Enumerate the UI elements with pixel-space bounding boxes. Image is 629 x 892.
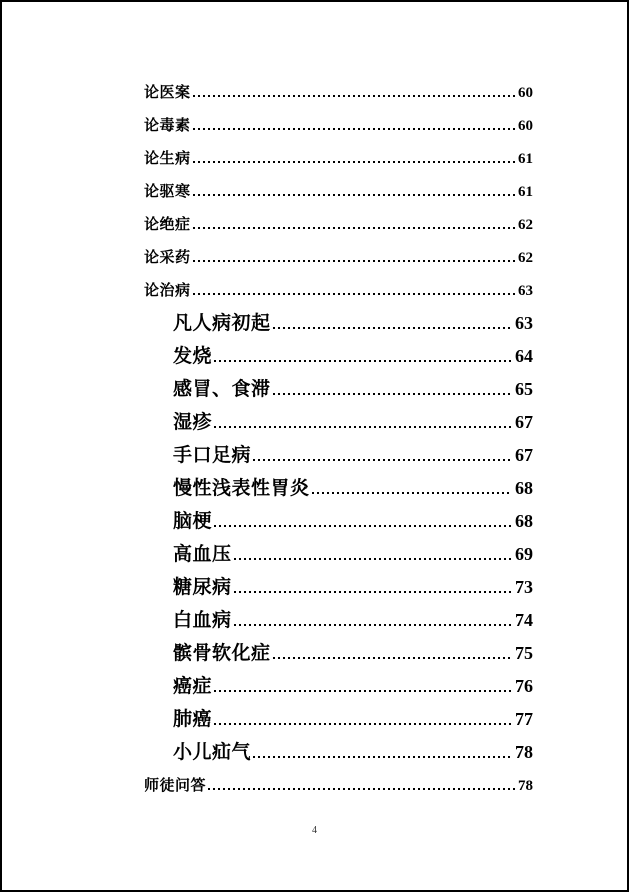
dot-leader [193,95,515,97]
toc-entry[interactable] [144,274,533,307]
toc-entry[interactable] [144,373,533,406]
page-footer [2,820,627,838]
toc-entry[interactable] [144,736,533,769]
toc-entry-page-number: 78 [518,778,533,794]
toc-entry-label: 白血病 [173,610,232,631]
toc-entry[interactable] [144,109,533,142]
toc-entry-label: 慢性浅表性胃炎 [173,478,310,499]
toc-entry[interactable] [144,406,533,439]
toc-entry[interactable] [144,307,533,340]
dot-leader [214,360,512,362]
dot-leader [193,194,515,196]
dot-leader [234,591,512,593]
toc-entry-label: 高血压 [173,544,232,565]
dot-leader [214,690,512,692]
toc-entry-label: 师徒问答 [144,777,207,794]
toc-entry[interactable] [144,340,533,373]
toc-entry[interactable] [144,604,533,637]
dot-leader [253,459,512,461]
toc-entry[interactable] [144,175,533,208]
toc-entry[interactable] [144,472,533,505]
toc-entry-label: 论绝症 [144,216,191,233]
toc-entry[interactable] [144,142,533,175]
toc-entry-page-number: 67 [515,445,533,465]
dot-leader [234,558,512,560]
toc-entry-page-number: 60 [518,85,533,101]
toc-entry-label: 手口足病 [173,445,252,466]
dot-leader [214,426,512,428]
toc-entry-label: 论生病 [144,150,191,167]
toc-entry[interactable] [144,703,533,736]
toc-entry[interactable] [144,538,533,571]
toc-entry-label: 湿疹 [173,412,213,433]
toc-entry-page-number: 74 [515,610,533,630]
toc-entry-label: 论医案 [144,84,191,101]
toc-entry[interactable] [144,769,533,802]
dot-leader [193,260,515,262]
toc-entry-page-number: 77 [515,709,533,729]
toc-entry-label: 感冒、食滞 [173,379,271,400]
toc-entry-label: 发烧 [173,346,213,367]
dot-leader [273,327,512,329]
dot-leader [273,657,512,659]
toc-entry[interactable] [144,505,533,538]
toc-entry-page-number: 78 [515,742,533,762]
toc-entry[interactable] [144,439,533,472]
toc-entry[interactable] [144,670,533,703]
dot-leader [193,161,515,163]
toc-entry-page-number: 61 [518,184,533,200]
toc-entry-label: 髌骨软化症 [173,643,271,664]
toc-entry-label: 癌症 [173,676,213,697]
toc-entry[interactable] [144,241,533,274]
dot-leader [253,756,512,758]
toc-entry-page-number: 62 [518,250,533,266]
dot-leader [208,788,515,790]
dot-leader [214,525,512,527]
toc-entry-label: 糖尿病 [173,577,232,598]
toc-entry[interactable] [144,637,533,670]
toc-entry-page-number: 62 [518,217,533,233]
toc-entry-page-number: 69 [515,544,533,564]
toc-entry-label: 肺癌 [173,709,213,730]
dot-leader [214,723,512,725]
toc-entry-page-number: 67 [515,412,533,432]
dot-leader [193,128,515,130]
page-number: 4 [312,825,317,836]
dot-leader [193,227,515,229]
toc-entry-label: 小儿疝气 [173,742,252,763]
toc-entry-page-number: 65 [515,379,533,399]
toc-entry[interactable] [144,76,533,109]
toc-entry-page-number: 73 [515,577,533,597]
toc-entry-page-number: 63 [515,313,533,333]
toc-entry-page-number: 64 [515,346,533,366]
toc-entry[interactable] [144,571,533,604]
toc-entry-label: 论驱寒 [144,183,191,200]
toc-entry-page-number: 68 [515,511,533,531]
toc-entry-page-number: 61 [518,151,533,167]
toc-entry-label: 脑梗 [173,511,213,532]
dot-leader [193,293,515,295]
toc-entry-label: 凡人病初起 [173,313,271,334]
table-of-contents [2,2,627,802]
toc-entry-page-number: 68 [515,478,533,498]
toc-entry[interactable] [144,208,533,241]
dot-leader [312,492,512,494]
dot-leader [234,624,512,626]
toc-entry-page-number: 75 [515,643,533,663]
toc-entry-page-number: 60 [518,118,533,134]
toc-entry-page-number: 63 [518,283,533,299]
toc-entry-page-number: 76 [515,676,533,696]
toc-entry-label: 论采药 [144,249,191,266]
toc-entry-label: 论治病 [144,282,191,299]
dot-leader [273,393,512,395]
toc-entry-label: 论毒素 [144,117,191,134]
